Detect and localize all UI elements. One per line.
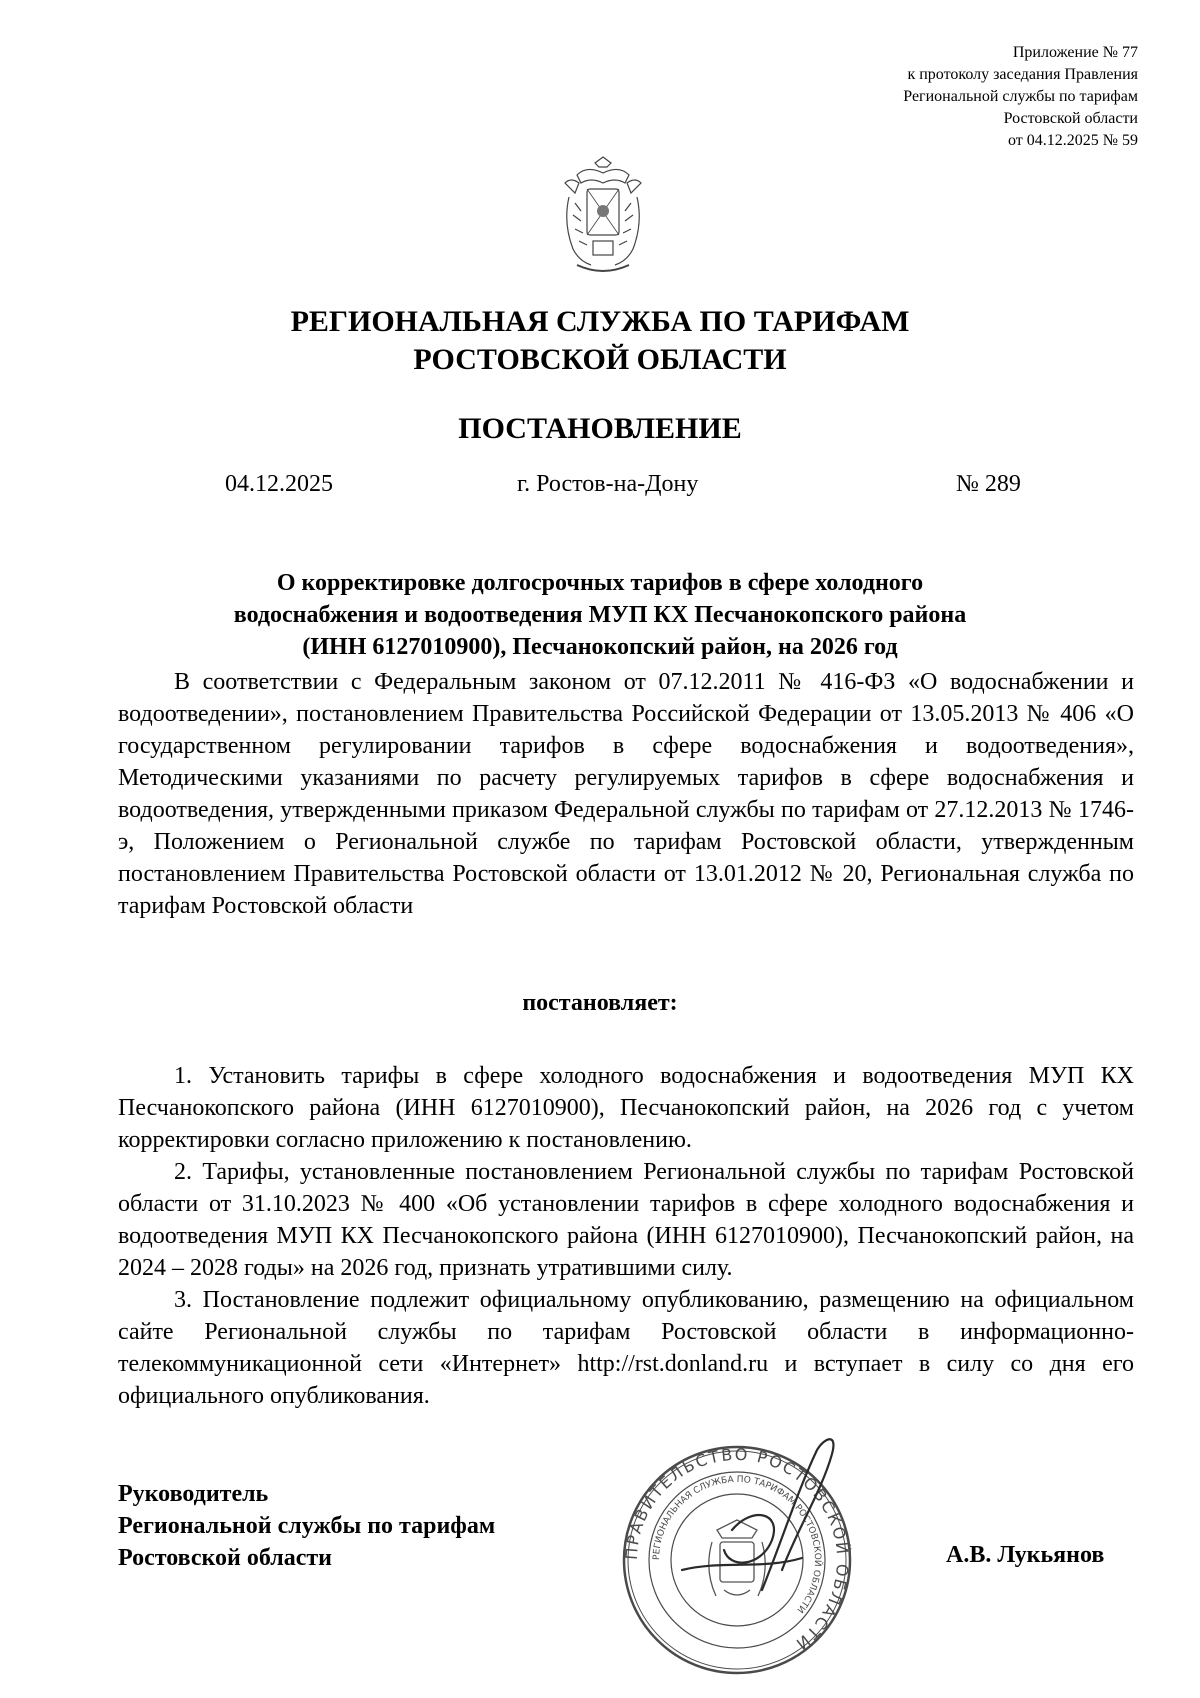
appendix-line: Приложение № 77 (1012, 44, 1138, 61)
document-date: 04.12.2025 (225, 471, 333, 497)
clauses-list (118, 1060, 1134, 1412)
authority-name-line2: РОСТОВСКОЙ ОБЛАСТИ (413, 343, 787, 376)
appendix-line: Ростовской области (1003, 110, 1138, 127)
issuing-authority (0, 303, 1200, 379)
coat-of-arms-emblem (557, 153, 649, 278)
signatory-title-line: Региональной службы по тарифам (118, 1513, 496, 1539)
signatory-title-line: Руководитель (118, 1481, 269, 1507)
document-city: г. Ростов-на-Дону (517, 471, 699, 497)
seal-outer-text: ПРАВИТЕЛЬСТВО РОСТОВСКОЙ ОБЛАСТИ (621, 1444, 853, 1655)
resolves-heading: постановляет: (522, 990, 678, 1016)
subject-line: водоснабжения и водоотведения МУП КХ Песчанокопского района (233, 602, 967, 628)
subject-line: (ИНН 6127010900), Песчанокопский район, на 2026 год (302, 634, 898, 660)
authority-name-line1: РЕГИОНАЛЬНАЯ СЛУЖБА ПО ТАРИФАМ (290, 305, 910, 338)
subject-line: О корректировке долгосрочных тарифов в сфере холодного (276, 570, 924, 596)
appendix-note (618, 42, 1138, 152)
clause-1: 1. Установить тарифы в сфере холодного водоснабжения и водоотведения МУП КХ Песчанокопского района (ИНН 6127010900), Песчанокопский район, на 2026 год с учетом корректировки согласно приложению к постановлению. (118, 1063, 1134, 1153)
appendix-line: Региональной службы по тарифам (903, 88, 1138, 105)
signatory-name: А.В. Лукьянов (946, 1542, 1105, 1568)
signatory-title (118, 1478, 495, 1574)
seal-inner-text: РЕГИОНАЛЬНАЯ СЛУЖБА ПО ТАРИФАМ РОСТОВСКОЙ ОБЛАСТИ (651, 1474, 823, 1615)
document-number: № 289 (956, 471, 1021, 497)
document-subject (200, 567, 1000, 663)
signatory-title-line: Ростовской области (118, 1545, 332, 1571)
document-type: ПОСТАНОВЛЕНИЕ (458, 412, 742, 445)
clause-3: 3. Постановление подлежит официальному опубликованию, размещению на официальном сайте Региональной службы по тарифам Ростовской области в информационно-телекоммуникационной сети «Интернет» http://rst.donland.ru и вступает в силу со дня его официального опубликования. (118, 1287, 1134, 1409)
appendix-line: от 04.12.2025 № 59 (1007, 132, 1138, 149)
clause-2: 2. Тарифы, установленные постановлением Региональной службы по тарифам Ростовской области от 31.10.2023 № 400 «Об установлении тарифов в сфере холодного водоснабжения и водоотведения МУП КХ Песчанокопского района (ИНН 6127010900), Песчанокопский район, на 2024 – 2028 годы» на 2026 год, признать утратившими силу. (118, 1159, 1134, 1281)
official-seal-stamp (612, 1420, 862, 1680)
preamble-paragraph: В соответствии с Федеральным законом от 07.12.2011 № 416-ФЗ «О водоснабжении и водоотведении», постановлением Правительства Российской Федерации от 13.05.2013 № 406 «О государственном регулировании тарифов в сфере водоснабжения и водоотведения», Методическими указаниями по расчету регулируемых тарифов в сфере водоснабжения и водоотведения, утвержденными приказом Федеральной службы по тарифам от 27.12.2013 № 1746-э, Положением о Региональной службе по тарифам Ростовской области, утвержденным постановлением Правительства Ростовской области от 13.01.2012 № 20, Региональная служба по тарифам Ростовской области (118, 669, 1134, 919)
appendix-line: к протоколу заседания Правления (907, 66, 1138, 83)
